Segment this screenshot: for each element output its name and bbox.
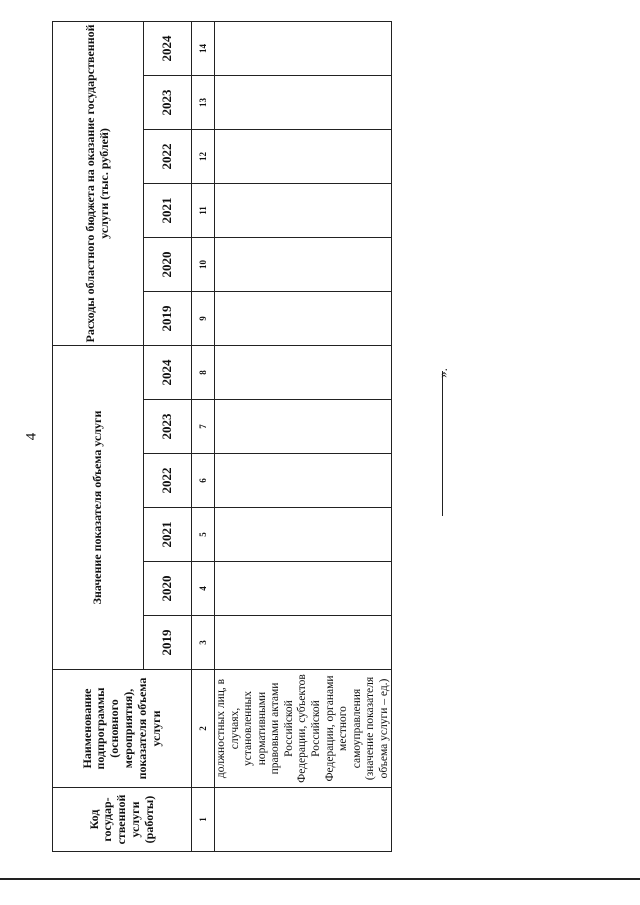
header-name: Наименование подпрограммы (основного мероприятия), показателя объема услуги: [53, 670, 192, 788]
table-cell: [215, 129, 392, 183]
header-budget-group: Расходы областного бюджета на оказание государственной услуги (тыс. рублей): [53, 21, 144, 345]
header-volume-year: 2023: [144, 400, 192, 454]
header-budget-year: 2023: [144, 75, 192, 129]
table-cell: [215, 237, 392, 291]
table-cell: [215, 345, 392, 399]
header-volume-year: 2020: [144, 562, 192, 616]
header-budget-year: 2022: [144, 129, 192, 183]
header-budget-year: 2019: [144, 291, 192, 345]
column-number: 3: [192, 616, 215, 670]
table-cell: [215, 616, 392, 670]
table-cell: [215, 75, 392, 129]
column-number: 14: [192, 21, 215, 75]
column-number: 6: [192, 454, 215, 508]
table-cell: [215, 562, 392, 616]
column-number: 10: [192, 237, 215, 291]
closing-signature-line: [420, 365, 460, 515]
column-number: 11: [192, 183, 215, 237]
table-cell: [215, 400, 392, 454]
header-code: Код государ-ственной услуги (работы): [53, 788, 192, 852]
column-number: 7: [192, 400, 215, 454]
closing-quote: ».: [434, 368, 450, 378]
table-cell: [215, 788, 392, 852]
signature-line: [442, 371, 443, 516]
column-number: 13: [192, 75, 215, 129]
header-volume-year: 2024: [144, 345, 192, 399]
table-row: [215, 21, 392, 851]
column-number: 4: [192, 562, 215, 616]
header-volume-year: 2019: [144, 616, 192, 670]
header-volume-group: Значение показателя объема услуги: [53, 345, 144, 669]
row-name-cell: должностных лиц, в случаях, установленных нормативными правовыми актами Российской Федерации, субъектов Российской Федерации, органами местного самоуправления (значение показателя объема услуги – ед.): [215, 670, 392, 788]
header-volume-year: 2021: [144, 508, 192, 562]
bottom-rule: [0, 878, 640, 880]
header-volume-year: 2022: [144, 454, 192, 508]
header-budget-year: 2020: [144, 237, 192, 291]
table-cell: [215, 21, 392, 75]
table-cell: [215, 454, 392, 508]
services-table: [52, 21, 392, 852]
table-cell: [215, 183, 392, 237]
column-number: 1: [192, 788, 215, 852]
column-number: 9: [192, 291, 215, 345]
header-budget-year: 2021: [144, 183, 192, 237]
column-number: 5: [192, 508, 215, 562]
rotated-table-container: [52, 22, 390, 852]
header-budget-year: 2024: [144, 21, 192, 75]
column-number: 2: [192, 670, 215, 788]
page-number: 4: [23, 432, 40, 441]
table-cell: [215, 508, 392, 562]
column-number: 8: [192, 345, 215, 399]
table-cell: [215, 291, 392, 345]
column-number: 12: [192, 129, 215, 183]
